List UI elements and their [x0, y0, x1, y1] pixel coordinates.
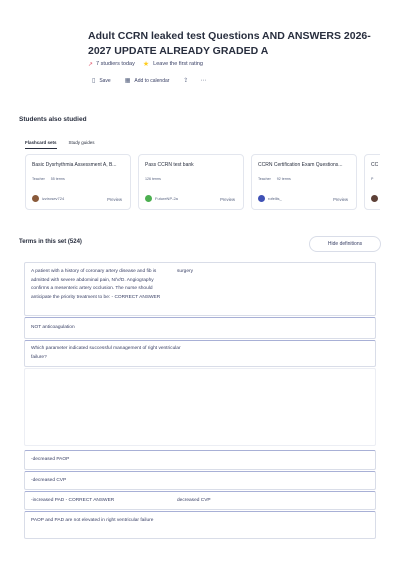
- avatar: [258, 195, 265, 202]
- card-tag: 92 terms: [276, 177, 291, 181]
- preview-button[interactable]: Preview: [333, 197, 348, 202]
- terms-heading: Terms in this set (524): [19, 239, 82, 245]
- avatar: [32, 195, 39, 202]
- term-row[interactable]: [24, 340, 376, 367]
- set-meta: [88, 60, 203, 68]
- action-bar: [92, 77, 218, 84]
- bookmark-icon: ▯: [92, 78, 96, 84]
- card-title: CCRN Certification Exam Questions...: [258, 162, 343, 168]
- term-row[interactable]: [24, 262, 376, 316]
- term-row[interactable]: [24, 317, 376, 339]
- card-user: [145, 195, 178, 202]
- save-button[interactable]: [92, 77, 111, 84]
- definition-text: decreased CVP: [177, 498, 211, 503]
- study-card[interactable]: [251, 154, 357, 210]
- card-tag: 126 terms: [145, 177, 161, 181]
- term-text: A patient with a history of coronary artery disease and fib is admitted with severe abdominal pain, N/V/D. Angiography confirms a mesenteric artery occlusion. The nurse should anticipate the priority treatment to be: - CORRECT ANSWER: [31, 269, 161, 300]
- trending-icon: ↗: [88, 61, 94, 68]
- calendar-icon: ▦: [124, 78, 131, 84]
- card-user: [258, 195, 282, 202]
- term-row[interactable]: [24, 368, 376, 446]
- star-icon[interactable]: ★: [142, 61, 150, 68]
- calendar-label: Add to calendar: [134, 77, 170, 84]
- term-text: Which parameter indicated successful management of right ventricular failure?: [31, 346, 181, 360]
- hide-definitions-button[interactable]: Hide definitions: [309, 236, 381, 252]
- term-text: PAOP and PAD are not elevated in right ventricular failure: [31, 518, 154, 523]
- term-row[interactable]: [24, 511, 376, 539]
- term-text: -decreased PAOP: [31, 457, 70, 462]
- share-button[interactable]: [183, 77, 192, 84]
- also-studied-heading: Students also studied: [19, 116, 87, 123]
- study-card[interactable]: [138, 154, 244, 210]
- card-tags: [371, 177, 379, 181]
- more-button[interactable]: [200, 77, 210, 84]
- card-tag: Teacher: [258, 177, 271, 181]
- term-row[interactable]: [24, 450, 376, 470]
- avatar: [371, 195, 378, 202]
- study-card[interactable]: [364, 154, 380, 210]
- also-studied-carousel: [25, 154, 380, 212]
- save-label: Save: [99, 77, 111, 84]
- term-row[interactable]: [24, 491, 376, 510]
- definition-text: surgery: [177, 269, 193, 274]
- studiers-count: 7 studiers today: [96, 61, 135, 67]
- card-tags: [32, 177, 71, 181]
- share-icon: ⇪: [183, 78, 189, 84]
- add-to-calendar-button[interactable]: [125, 77, 170, 84]
- avatar: [145, 195, 152, 202]
- card-title: Basic Dysrhythmia Assessment A, B...: [32, 162, 117, 168]
- card-user: [32, 195, 64, 202]
- card-tags: [258, 177, 297, 181]
- card-username: FutureNP-2a: [155, 196, 178, 201]
- card-title: Pass CCRN test bank: [145, 162, 194, 168]
- preview-button[interactable]: Preview: [107, 197, 122, 202]
- card-tag: 55 terms: [50, 177, 65, 181]
- tab-flashcard-sets[interactable]: Flashcard sets: [25, 140, 57, 149]
- term-text: -decreased CVP: [31, 478, 67, 483]
- card-user: [371, 195, 380, 202]
- more-icon: ⋯: [200, 78, 207, 84]
- study-card[interactable]: [25, 154, 131, 210]
- preview-button[interactable]: Preview: [220, 197, 235, 202]
- term-text: -increased PAD - CORRECT ANSWER: [31, 498, 115, 503]
- card-username: izzirosev724: [42, 196, 65, 201]
- page-title: Adult CCRN leaked test Questions AND ANSWERS 2026-2027 UPDATE ALREADY GRADED A: [88, 30, 371, 57]
- card-tag: P: [371, 177, 374, 181]
- rating-link[interactable]: Leave the first rating: [153, 61, 203, 67]
- card-title: CC: [371, 162, 379, 168]
- also-studied-tabs: [25, 140, 107, 149]
- term-text: NOT anticoagulation: [31, 325, 75, 330]
- card-tags: [145, 177, 167, 181]
- card-username: rofellis_: [268, 196, 282, 201]
- term-row[interactable]: [24, 471, 376, 490]
- tab-study-guides[interactable]: Study guides: [68, 140, 95, 145]
- card-tag: Teacher: [32, 177, 45, 181]
